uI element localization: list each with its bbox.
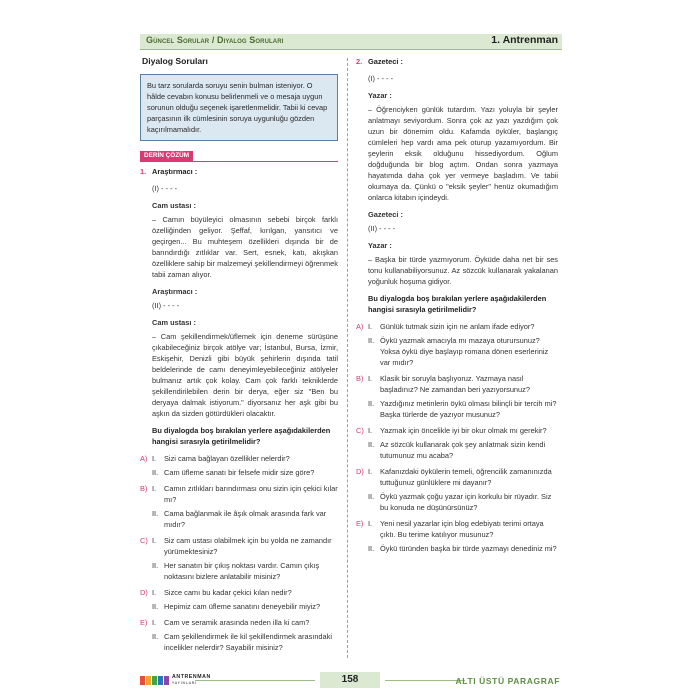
option-letter: C) [356, 426, 364, 435]
blank-line: (I) - - - - [152, 184, 178, 193]
answer-option-d-ii [356, 491, 558, 513]
numeral-label: I. [152, 536, 157, 545]
derin-cozum-label: DERİN ÇÖZÜM [140, 151, 193, 161]
option-text: Sizce camı bu kadar çekici kılan nedir? [164, 588, 292, 597]
book-title: ALTI ÜSTÜ PARAGRAF [455, 676, 560, 686]
option-text: Öykü yazmak çoğu yazar için korkulu bir rüyadır. Siz bu konuda ne düşünürsünüz? [380, 492, 552, 512]
option-text: Az sözcük kullanarak çok şey anlatmak sizin kendi tutumunuz mu acaba? [380, 440, 546, 460]
option-text: Camın zıtlıkları barındırması onu sizin için çekici kılar mı? [164, 484, 338, 504]
answer-option-c-ii [356, 439, 558, 461]
numeral-label: II. [368, 492, 375, 501]
answer-option-b[interactable] [356, 373, 558, 395]
footer-rule [385, 680, 465, 681]
numeral-label: I. [152, 618, 157, 627]
section-title: Diyalog Soruları [142, 56, 208, 66]
option-letter: D) [140, 588, 148, 597]
answer-option-e[interactable] [140, 617, 338, 628]
option-text: Cam şekillendirmek ile kil şekillendirmek arasındaki incelikler nelerdir? Sayabilir misiniz? [164, 632, 332, 652]
answer-option-c[interactable] [140, 535, 338, 557]
option-text: Cam üfleme sanatı bir felsefe midir size göre? [164, 468, 315, 477]
speaker-label: Gazeteci : [368, 210, 403, 219]
option-text: Günlük tutmak sizin için ne anlam ifade ediyor? [380, 322, 535, 331]
header-section-label: Güncel Sorular / Diyalog Soruları [146, 35, 284, 45]
right-column [356, 52, 558, 559]
answer-option-e[interactable] [356, 518, 558, 540]
answer-option-e-ii [356, 543, 558, 554]
answer-option-a-ii [356, 335, 558, 368]
page-header [140, 34, 562, 50]
logo-subtext: YAYINLARI [172, 681, 197, 685]
dialogue-answer: – Başka bir türde yazmıyorum. Öyküde daha net bir ses tonu kullanabiliyorsunuz. Az sözcük kullanarak yakalanan yoğunluk hoşuma gidiyor. [368, 255, 558, 286]
numeral-label: I. [152, 454, 157, 463]
numeral-label: I. [368, 467, 373, 476]
answer-option-a[interactable] [140, 453, 338, 464]
numeral-label: I. [152, 588, 157, 597]
numeral-label: I. [368, 374, 373, 383]
numeral-label: II. [152, 561, 159, 570]
question-2-header [356, 56, 558, 67]
speaker-label: Cam ustası : [152, 318, 196, 327]
option-text: Öykü türünden başka bir türde yazmayı denediniz mi? [380, 544, 557, 553]
speaker-label: Yazar : [368, 91, 392, 100]
option-text: Yazmak için öncelikle iyi bir okur olmak mı gerekir? [380, 426, 547, 435]
numeral-label: II. [368, 399, 375, 408]
logo-text: ANTRENMAN [172, 674, 211, 680]
answer-option-b-ii [356, 398, 558, 420]
dialogue-answer: – Öğrenciyken günlük tutardım. Yazı yoluyla bir şeyler anlatmayı seviyordum. Sonra çok az yazı yazdığım çok uzun bir dönemim oldu. Kafamda öyküler, başlangıç cümleleri hep vardı ama pek oturup yazamıyordum. Bir şeylerin eksik olduğunu hissediyordum. Oğlum doğduğunda bir blog açtım. Ondan sonra yazmaya hayatımda daha çok yer vermeye başladım. Ve tabii okumaya da. Çünkü o "eksik şeyler" henüz okumadığım onlarca kitabın içindeydi. [368, 105, 558, 202]
answer-option-b-ii [140, 508, 338, 530]
option-text: Klasik bir soruyla başlıyoruz. Yazmaya nasıl başladınız? Ne zamandan beri yazıyorsunuz? [380, 374, 530, 394]
answer-options [140, 453, 338, 653]
option-text: Cam ve seramik arasında neden illa ki cam? [164, 618, 310, 627]
option-letter: D) [356, 467, 364, 476]
option-letter: E) [140, 618, 148, 627]
numeral-label: I. [368, 322, 373, 331]
numeral-label: I. [368, 519, 373, 528]
speaker-label: Yazar : [368, 241, 392, 250]
speaker-label: Araştırmacı : [152, 167, 198, 176]
option-letter: B) [140, 484, 148, 493]
option-text: Yeni nesil yazarlar için blog edebiyatı terimi ortaya çıktı. Bu terime katılıyor musunuz? [380, 519, 544, 539]
answer-option-d[interactable] [356, 466, 558, 488]
numeral-label: II. [368, 336, 375, 345]
speaker-label: Araştırmacı : [152, 287, 198, 296]
blank-line: (II) - - - - [368, 224, 396, 233]
numeral-label: II. [368, 544, 375, 553]
numeral-label: II. [152, 468, 159, 477]
option-text: Siz cam ustası olabilmek için bu yolda ne zamandır yürümektesiniz? [164, 536, 332, 556]
option-text: Kafanızdaki öykülerin temeli, öğrencilik zamanınızda tuttuğunuz günlüklere mi dayanır? [380, 467, 552, 487]
numeral-label: II. [152, 509, 159, 518]
option-text: Cama bağlanmak ile âşık olmak arasında fark var mıdır? [164, 509, 327, 529]
numeral-label: II. [368, 440, 375, 449]
blank-line: (II) - - - - [152, 301, 180, 310]
page-number: 158 [320, 672, 380, 688]
option-text: Her sanatın bir çıkış noktası vardır. Camın çıkış noktasını bizlere anlatabilir misiniz? [164, 561, 320, 581]
option-letter: A) [356, 322, 364, 331]
speaker-label: Gazeteci : [368, 57, 403, 66]
column-divider [347, 58, 348, 658]
numeral-label: I. [152, 484, 157, 493]
question-number: 2. [356, 57, 363, 66]
answer-option-b[interactable] [140, 483, 338, 505]
header-chapter-label: 1. Antrenman [491, 34, 558, 46]
answer-option-d-ii [140, 601, 338, 612]
dialogue-answer: – Camın büyüleyici olmasının sebebi birçok farklı özelliğinden geliyor. Şeffaf, kırılgan, yansıtıcı ve geçirgen... Bu muhteşem özellikleri dışında bir de barındırdığı zıtlıklar var. Sert, esnek, katı, akışkan özelliklere sahip bir malzemeyi şekillendirmeyi öğrenmek tabii zaman alıyor. [152, 215, 338, 279]
question-prompt: Bu diyalogda boş bırakılan yerlere aşağıdakilerden hangisi sırasıyla getirilmelidir? [368, 294, 547, 314]
question-1-header [140, 166, 338, 177]
option-text: Öykü yazmak amacıyla mı mazaya oturursunuz? Yoksa öykü diye başlayıp romana dönen eserleriniz var mıdır? [380, 336, 549, 367]
answer-option-d[interactable] [140, 587, 338, 598]
option-text: Sizi cama bağlayan özellikler nelerdir? [164, 454, 290, 463]
question-number: 1. [140, 167, 147, 176]
answer-option-e-ii [140, 631, 338, 653]
numeral-label: II. [152, 632, 159, 641]
answer-option-a[interactable] [356, 321, 558, 332]
footer-rule [195, 680, 315, 681]
numeral-label: II. [152, 602, 159, 611]
option-letter: C) [140, 536, 148, 545]
derin-cozum-banner [140, 151, 338, 162]
answer-option-c-ii [140, 560, 338, 582]
speaker-label: Cam ustası : [152, 201, 196, 210]
option-letter: B) [356, 374, 364, 383]
left-column [140, 52, 338, 658]
answer-option-c[interactable] [356, 425, 558, 436]
numeral-label: I. [368, 426, 373, 435]
logo-blocks-icon [140, 676, 169, 685]
option-letter: A) [140, 454, 148, 463]
blank-line: (I) - - - - [368, 74, 394, 83]
answer-options [356, 321, 558, 554]
info-box: Bu tarz sorularda soruyu senin bulman isteniyor. O hâlde cevabın konusu belirlenmeli ve o mesaja uygun sorunun olduğu seçenek işaretlenmelidir. Tabii ki cevap parçasının ilk cümlesinin soruya uygunluğu gözden kaçırılmamalıdır. [140, 74, 338, 141]
dialogue-answer: – Cam şekillendirmek/üflemek için deneme sürüşüne çıkabileceğiniz birçok atölye var; İstanbul, Bursa, İzmir, Eskişehir, Denizli gibi büyük şehirlerin dışında tatil beldelerinde de camı deneyimleyebileceğiniz atölyeler bulmanız artık çok kolay. Cam çok farklı tekniklerde şekillendirilebilen derin bir derya, eğer siz "Ben bu deryaya dalmak istiyorum." diyorsanız her aşk gibi bu aşkın da sizden götürdükleri olacaktır. [152, 332, 338, 418]
option-text: Hepimiz cam üfleme sanatını deneyebilir miyiz? [164, 602, 321, 611]
option-letter: E) [356, 519, 364, 528]
answer-option-a-ii [140, 467, 338, 478]
question-prompt: Bu diyalogda boş bırakılan yerlere aşağıdakilerden hangisi sırasıyla getirilmelidir? [152, 426, 331, 446]
option-text: Yazdığınız metinlerin öykü olması bilinçli bir tercih mi? Başka türlerde de yazıyor musunuz? [380, 399, 557, 419]
